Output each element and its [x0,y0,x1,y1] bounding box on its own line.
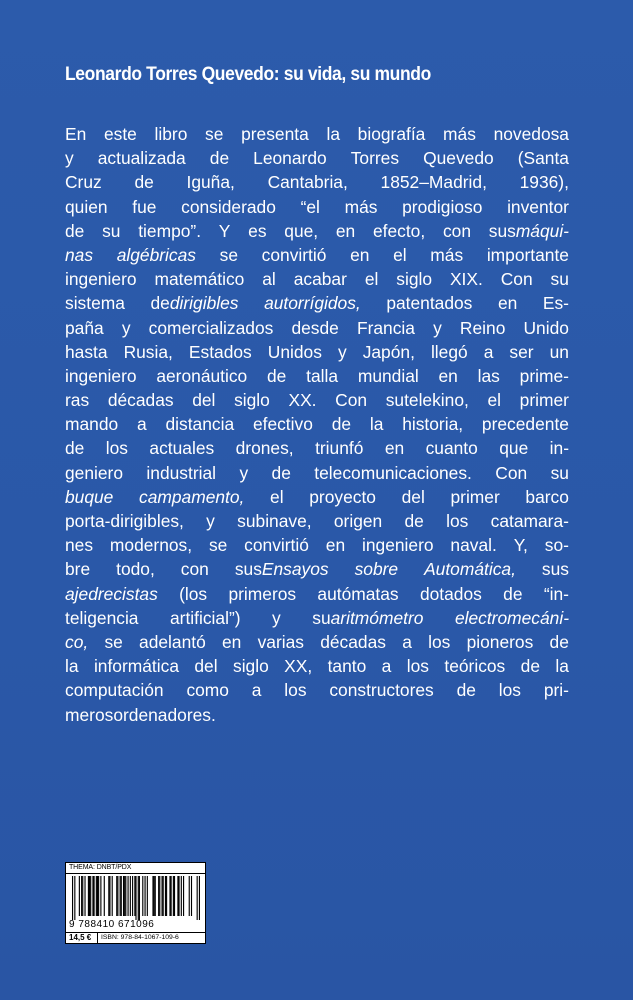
word: actuales [149,438,215,459]
synopsis-line [65,388,569,412]
synopsis-line [65,606,569,630]
word: de [331,414,352,435]
word: ingeniero [65,365,137,386]
word: pioneros [466,631,534,652]
word: convirtió [244,535,309,556]
word: XX. [288,390,317,411]
word: barco [525,486,569,507]
barcode-bar [72,876,73,920]
word: cuanto [425,438,478,459]
barcode-bar [79,876,80,916]
synopsis-line [65,509,569,533]
word: Unido [523,317,569,338]
word: meros [65,704,114,725]
word: XIX. [449,269,483,290]
word: efectivo [252,414,313,435]
word: informática [93,656,179,677]
word: En [65,124,87,144]
barcode-bar [155,876,156,916]
word: desde [291,317,339,338]
barcode-bar [189,876,190,916]
word: Leonardo [253,148,327,169]
barcode-bar [89,876,90,916]
word: Cruz [65,172,102,193]
word: al [262,269,276,290]
barcode-bar [82,876,83,916]
word: considerado [181,196,276,217]
word: buque [65,486,114,507]
word: fue [132,196,157,217]
barcode-bar [116,876,117,916]
word: Reino [459,317,506,338]
word: novedosa [493,124,569,144]
word: distancia [165,414,235,435]
word: sutelekino, [385,390,469,411]
word: campamento, [139,486,245,507]
word: prime- [519,365,569,386]
word: “el [300,196,320,217]
word: Es- [542,293,569,314]
word: y [206,511,215,531]
word: matemático [154,269,245,290]
word: de [503,583,523,604]
word: Torres [350,148,400,169]
word: inventor [507,196,569,217]
word: del [192,390,216,411]
word: Con [500,269,533,290]
barcode-bar [199,876,200,920]
word: siglo [234,390,270,411]
word: de [404,511,424,531]
word: su [550,462,569,483]
word: telecomunicaciones. [314,462,472,483]
synopsis-line [65,146,569,170]
word: susEnsayos [234,559,329,580]
word: el [487,390,502,411]
word: mando [65,414,119,435]
barcode-bar [169,876,170,916]
word: Unidos [267,341,322,362]
word: patentados [386,293,473,314]
divider [97,932,98,943]
synopsis-line [65,582,569,606]
word: Automática, [424,559,516,580]
word: subinave, [237,511,312,531]
word: de [456,680,476,701]
word: Cantabria, [267,172,348,193]
word: importante [486,244,569,265]
barcode-bar [159,876,160,916]
word: se [219,244,239,265]
word: del [194,656,218,677]
barcode-bar [144,876,145,916]
barcode-label [65,862,206,944]
word: en [438,365,458,386]
word: se [208,535,228,556]
word: en [384,438,405,459]
word: tiempo”. [138,220,202,241]
word: teligencia [65,607,139,628]
word: primer [450,486,500,507]
word: el [364,269,379,290]
word: este [103,124,137,144]
word: a [251,680,262,701]
word: “in- [543,583,569,604]
word: mundial [357,365,419,386]
barcode-bar [112,876,113,916]
synopsis-line [65,340,569,364]
barcode-bar [138,876,139,920]
word: la [326,124,340,144]
barcode-bar [161,876,162,916]
barcode-bar [74,876,75,920]
word: de [549,631,569,652]
barcode-bar [130,876,131,916]
word: y [65,148,74,169]
word: (Santa [517,148,569,169]
barcode-bar [128,876,129,916]
barcode-bar [147,876,148,916]
word: ordenadores. [113,704,216,725]
word: los [446,511,469,531]
word: en [325,535,346,556]
word: Iguña, [186,172,235,193]
word: de [267,365,287,386]
barcode-bar [124,876,125,916]
word: ingeniero [65,269,137,290]
barcode-bar [142,876,143,916]
isbn: ISBN: 978-84-1067-109-6 [101,934,179,941]
word: con [180,559,209,580]
synopsis-line [65,316,569,340]
word: paña [65,317,104,338]
word: prodigioso [402,196,483,217]
word: en [497,293,518,314]
synopsis-line [65,533,569,557]
word: el [393,244,407,265]
word: suaritmómetro [312,607,424,628]
word: hasta [65,341,108,362]
word: teóricos [444,656,506,677]
word: naval. [450,535,497,556]
word: Japón, [362,341,415,362]
synopsis-line [65,557,569,581]
barcode-bar [171,876,172,916]
word: Con [495,462,528,483]
price: 14,5 € [69,933,92,942]
word: los [105,438,128,459]
barcode-bar [98,876,99,916]
word: artificial”) [170,607,241,628]
barcode-bar [191,876,192,916]
barcode-bar [120,876,121,916]
word: proyecto [309,486,376,507]
word: varias [257,631,304,652]
synopsis-line [65,122,569,146]
word: porta-dirigibles, [65,511,184,531]
word: actualizada [97,148,186,169]
word: catamara- [490,511,569,531]
barcode-bar [139,876,140,920]
barcode-bar [173,876,174,916]
word: adelantó [139,631,206,652]
word: precedente [481,414,569,435]
synopsis-line [65,243,569,267]
synopsis-line [65,364,569,388]
synopsis-line [65,170,569,194]
barcode-bar [108,876,109,916]
word: todo, [116,559,155,580]
word: Francia [356,317,415,338]
barcode-bar [81,876,82,916]
word: in- [549,438,569,459]
synopsis-line [65,195,569,219]
barcode-bar [163,876,164,916]
word: sus [541,559,569,580]
synopsis-line [65,219,569,243]
synopsis-line [65,436,569,460]
word: de [209,148,230,169]
barcode-bar [165,876,166,916]
word: los [406,656,429,677]
word: ingeniero [362,535,434,556]
word: talla [306,365,339,386]
synopsis-line [65,703,569,727]
synopsis-line [65,461,569,485]
word: es [248,220,267,241]
barcode-bar [177,876,178,916]
barcode-digits: 9 788410 671096 [69,919,155,930]
word: dotados [419,583,482,604]
word: más [443,124,476,144]
word: que, [284,220,319,241]
word: primer [519,390,569,411]
word: un [549,341,569,362]
word: dedirigibles [150,293,239,314]
word: la [555,656,569,677]
word: nes [65,535,94,556]
synopsis-line [65,654,569,678]
word: décadas [107,390,174,411]
word: presenta [241,124,309,144]
barcode-bar [181,876,182,916]
word: drones, [235,438,294,459]
word: los [428,631,451,652]
barcode-bar [84,876,85,916]
barcode-bar [109,876,110,916]
word: se [104,631,123,652]
word: aeronáutico [156,365,248,386]
synopsis-line [65,678,569,702]
word: industrial [146,462,217,483]
word: décadas [320,631,386,652]
word: comercializados [148,317,274,338]
word: de [520,656,540,677]
barcode-bar [158,876,159,916]
word: su [102,220,121,241]
word: más [430,244,464,265]
word: electromecáni- [454,607,569,628]
word: convirtió [261,244,327,265]
word: pri- [543,680,569,701]
word: su [550,269,569,290]
word: a [381,656,392,677]
ean-barcode [72,876,200,920]
barcode-bar [100,876,101,916]
word: Estados [188,341,252,362]
word: susmáqui- [488,220,569,241]
word: las [477,365,500,386]
word: nas [65,244,94,265]
barcode-bar [135,876,136,920]
word: del [401,486,425,507]
barcode-bar [88,876,89,916]
word: 1936), [519,172,569,193]
divider [66,873,205,874]
word: autómatas [317,583,399,604]
word: sistema [65,293,125,314]
word: llegó [430,341,468,362]
word: y [433,317,442,338]
barcode-bar [97,876,98,916]
word: de [134,172,154,193]
barcode-bar [117,876,118,916]
word: y [121,317,131,338]
barcode-bar [178,876,179,916]
word: y [239,462,249,483]
word: a [483,341,494,362]
word: ser [509,341,534,362]
word: primeros [228,583,297,604]
word: de [65,438,85,459]
word: quien [65,196,108,217]
barcode-bar [94,876,95,916]
word: los [498,680,521,701]
word: origen [333,511,383,531]
barcode-bar [125,876,126,916]
word: a [137,414,147,435]
word: efecto, [372,220,426,241]
word: constructores [329,680,434,701]
barcode-bar [123,876,124,916]
barcode-bar [92,876,93,916]
word: siglo [233,656,269,677]
barcode-bar [90,876,91,916]
word: en [350,244,370,265]
word: siglo [396,269,433,290]
word: biografía [357,124,426,144]
word: (los [179,583,208,604]
word: Con [335,390,368,411]
word: el [270,486,284,507]
word: co, [65,631,89,652]
word: geniero [65,462,124,483]
word: ras [65,390,90,411]
word: acabar [293,269,347,290]
synopsis-line [65,630,569,654]
synopsis-line [65,485,569,509]
word: tanto [327,656,367,677]
synopsis-line [65,267,569,291]
thema-code: THEMA: DNBT/PDX [69,864,132,871]
word: autorrígidos, [264,293,361,314]
word: bre [65,559,91,580]
barcode-bar [152,876,153,916]
synopsis-line [65,412,569,436]
barcode-bar [197,876,198,920]
barcode-bar [134,876,135,916]
synopsis-text [65,122,569,727]
word: se [205,124,224,144]
word: algébricas [116,244,196,265]
word: ajedrecistas [65,583,158,604]
word: de [271,462,291,483]
word: que [499,438,529,459]
barcode-bar [104,876,105,916]
word: libro [154,124,188,144]
word: y [272,607,281,628]
word: modernos, [109,535,193,556]
word: en [222,631,242,652]
word: sobre [354,559,399,580]
barcode-bar [174,876,175,916]
barcode-bar [121,876,122,916]
word: en [335,220,356,241]
word: los [284,680,307,701]
book-title: Leonardo Torres Quevedo: su vida, su mundo [65,64,431,85]
word: Rusia, [123,341,173,362]
barcode-bar [96,876,97,916]
word: historia, [402,414,464,435]
barcode-bar [166,876,167,916]
word: Y, [513,535,528,556]
word: XX, [284,656,313,677]
word: a [402,631,412,652]
word: so- [544,535,569,556]
word: con [442,220,471,241]
barcode-bar [132,876,133,916]
word: computación [65,680,164,701]
word: y [337,341,347,362]
synopsis-line [65,291,569,315]
word: de [65,220,85,241]
word: más [344,196,378,217]
word: triunfó [315,438,364,459]
word: Y [218,220,231,241]
word: 1852–Madrid, [380,172,487,193]
word: Quevedo [423,148,494,169]
word: la [65,656,79,677]
word: la [369,414,384,435]
word: como [186,680,229,701]
barcode-bar [154,876,155,916]
barcode-bar [183,876,184,916]
